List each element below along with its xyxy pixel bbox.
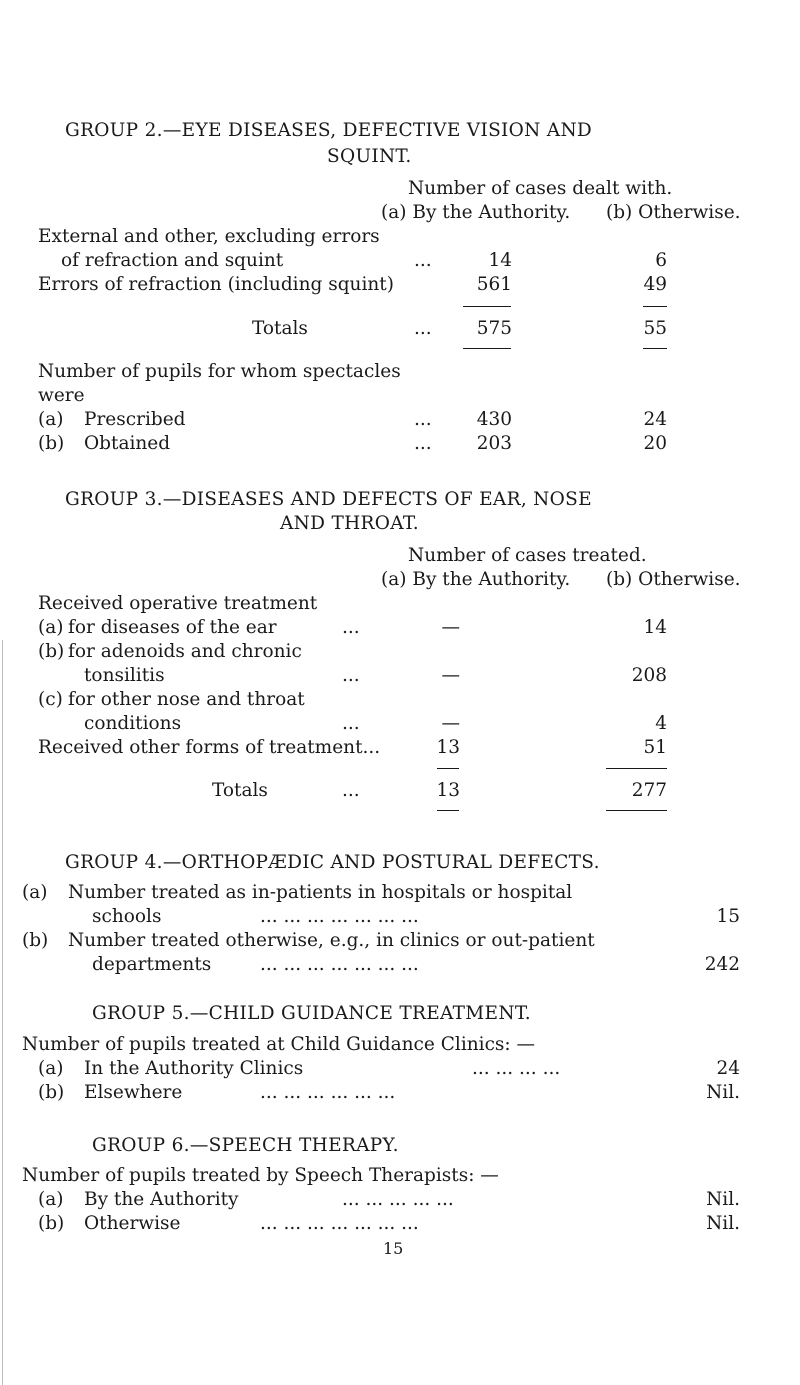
group6-row-b-leader: ... ... ... ... ... ... ...: [260, 1213, 419, 1234]
group3-title-line2: AND THROAT.: [280, 513, 419, 534]
group3-column-header: Number of cases treated.: [408, 545, 647, 566]
group4-row-a-line1: Number treated as in-patients in hospitals or hospital: [68, 882, 573, 903]
group6-row-b-value: Nil.: [706, 1213, 740, 1234]
group3-row-other-label: Received other forms of treatment...: [38, 737, 381, 758]
group2-column-b: (b) Otherwise.: [606, 202, 741, 223]
group3-row-c-value-b: 4: [655, 713, 667, 734]
group2-row2-value-a: 561: [476, 274, 512, 295]
group2-column-a: (a) By the Authority.: [381, 202, 571, 223]
group5-title: GROUP 5.—CHILD GUIDANCE TREATMENT.: [92, 1003, 531, 1024]
group3-row-a-leader: ...: [342, 617, 360, 638]
group4-row-b-line2: departments: [92, 954, 212, 975]
group5-row-a-label: In the Authority Clinics: [84, 1058, 304, 1079]
group4-row-b-leader: ... ... ... ... ... ... ...: [260, 954, 419, 975]
group2-rule-a: [463, 306, 511, 307]
group3-totals-value-a: 13: [436, 780, 460, 801]
group4-row-a-line2: schools: [92, 906, 162, 927]
group3-title-line1: GROUP 3.—DISEASES AND DEFECTS OF EAR, NOSE: [65, 489, 592, 510]
group2-spectacles-label-line2: were: [38, 385, 85, 406]
group3-row-c-prefix: (c): [38, 689, 63, 710]
group3-row-b-label-line2: tonsilitis: [84, 665, 165, 686]
group4-row-a-leader: ... ... ... ... ... ... ...: [260, 906, 419, 927]
group3-row-other-value-b: 51: [643, 737, 667, 758]
group5-intro: Number of pupils treated at Child Guidance Clinics: —: [22, 1034, 536, 1055]
group5-row-a-prefix: (a): [38, 1058, 64, 1079]
group3-row-other-value-a: 13: [436, 737, 460, 758]
group2-title-line1: GROUP 2.—EYE DISEASES, DEFECTIVE VISION AND: [65, 120, 593, 141]
group2-row1-label-line1: External and other, excluding errors: [38, 226, 380, 247]
group5-row-b-prefix: (b): [38, 1082, 65, 1103]
group6-title: GROUP 6.—SPEECH THERAPY.: [92, 1135, 399, 1156]
group3-row-b-prefix: (b): [38, 641, 65, 662]
group5-row-b-label: Elsewhere: [84, 1082, 183, 1103]
group3-row-c-label-line1: for other nose and throat: [68, 689, 305, 710]
group2-row2-value-b: 49: [643, 274, 667, 295]
group3-row-c-value-a: —: [441, 713, 460, 734]
group3-row-a-value-a: —: [441, 617, 460, 638]
group4-row-b-prefix: (b): [22, 930, 49, 951]
group3-column-b: (b) Otherwise.: [606, 569, 741, 590]
group6-intro: Number of pupils treated by Speech Therapists: —: [22, 1165, 499, 1186]
group2-rule-b: [643, 306, 667, 307]
page-number: 15: [383, 1239, 404, 1258]
group2-row1-value-b: 6: [655, 250, 667, 271]
group2-column-header: Number of cases dealt with.: [408, 178, 673, 199]
group3-totals-leader: ...: [342, 780, 360, 801]
group4-row-b-value: 242: [704, 954, 740, 975]
group2-totals-label: Totals: [252, 318, 308, 339]
group2-spectacles-b-leader: ...: [414, 433, 432, 454]
group2-spectacles-b-value-b: 20: [643, 433, 667, 454]
group5-row-a-leader: ... ... ... ...: [472, 1058, 561, 1079]
group2-spectacles-b-value-a: 203: [476, 433, 512, 454]
group3-row-a-value-b: 14: [643, 617, 667, 638]
group3-row-a-prefix: (a): [38, 617, 64, 638]
group3-section-label: Received operative treatment: [38, 593, 318, 614]
group4-title: GROUP 4.—ORTHOPÆDIC AND POSTURAL DEFECTS.: [65, 852, 600, 873]
page-edge-shadow: [2, 640, 3, 1385]
group3-totals-value-b: 277: [631, 780, 667, 801]
group2-title-line2: SQUINT.: [327, 146, 412, 167]
group5-row-a-value: 24: [716, 1058, 740, 1079]
group6-row-a-label: By the Authority: [84, 1189, 239, 1210]
group2-spectacles-a-leader: ...: [414, 409, 432, 430]
group3-row-a-label: for diseases of the ear: [68, 617, 277, 638]
group3-row-c-leader: ...: [342, 713, 360, 734]
group3-rule-a: [437, 768, 459, 769]
group2-spectacles-b-label: Obtained: [84, 433, 171, 454]
group2-spectacles-b-prefix: (b): [38, 433, 65, 454]
group2-rule-total-b: [643, 348, 667, 349]
group6-row-a-leader: ... ... ... ... ...: [342, 1189, 454, 1210]
group2-row2-label: Errors of refraction (including squint): [38, 274, 394, 295]
group3-row-b-value-a: —: [441, 665, 460, 686]
group4-row-a-prefix: (a): [22, 882, 48, 903]
group5-row-b-leader: ... ... ... ... ... ...: [260, 1082, 396, 1103]
group3-row-b-label-line1: for adenoids and chronic: [68, 641, 302, 662]
group3-rule-total-a: [437, 810, 459, 811]
group2-spectacles-a-value-a: 430: [476, 409, 512, 430]
group6-row-a-prefix: (a): [38, 1189, 64, 1210]
group2-rule-total-a: [463, 348, 511, 349]
group3-totals-label: Totals: [212, 780, 268, 801]
group3-rule-b: [606, 768, 667, 769]
group2-row1-leader: ...: [414, 250, 432, 271]
group2-spectacles-a-value-b: 24: [643, 409, 667, 430]
group2-totals-value-a: 575: [476, 318, 512, 339]
group2-row1-label-line2: of refraction and squint: [61, 250, 284, 271]
group6-row-a-value: Nil.: [706, 1189, 740, 1210]
group3-column-a: (a) By the Authority.: [381, 569, 571, 590]
group3-rule-total-b: [606, 810, 667, 811]
group4-row-b-line1: Number treated otherwise, e.g., in clinics or out-patient: [68, 930, 595, 951]
group3-row-b-value-b: 208: [631, 665, 667, 686]
group5-row-b-value: Nil.: [706, 1082, 740, 1103]
group2-row1-value-a: 14: [488, 250, 512, 271]
group6-row-b-label: Otherwise: [84, 1213, 181, 1234]
group4-row-a-value: 15: [716, 906, 740, 927]
group2-spectacles-label-line1: Number of pupils for whom spectacles: [38, 361, 401, 382]
group2-totals-leader: ...: [414, 318, 432, 339]
group2-spectacles-a-label: Prescribed: [84, 409, 186, 430]
group3-row-b-leader: ...: [342, 665, 360, 686]
group3-row-c-label-line2: conditions: [84, 713, 182, 734]
group2-spectacles-a-prefix: (a): [38, 409, 64, 430]
group2-totals-value-b: 55: [643, 318, 667, 339]
group6-row-b-prefix: (b): [38, 1213, 65, 1234]
